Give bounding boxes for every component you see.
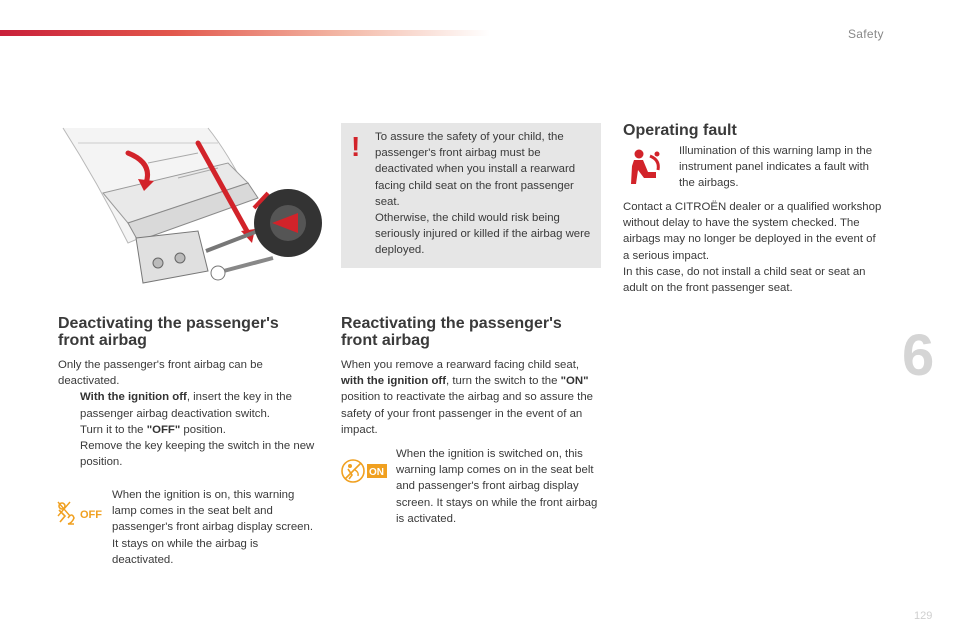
- chapter-number: 6: [902, 323, 935, 388]
- deactivating-steps: [58, 389, 318, 470]
- warning-text-2: Otherwise, the child would risk being seriously injured or killed if the airbag were deployed.: [375, 212, 591, 257]
- airbag-off-lamp-icon: [56, 500, 106, 526]
- deactivating-title: Deactivating the passenger's front airbag: [58, 315, 279, 349]
- fault-lamp-text: Illumination of this warning lamp in the instrument panel indicates a fault with the airbags.: [679, 145, 873, 190]
- reactivating-title: Reactivating the passenger's front airbag: [341, 315, 562, 349]
- on-lamp-label: ON: [369, 467, 384, 478]
- list-item: Remove the key keeping the switch in the new position.: [80, 440, 315, 469]
- section-title: Safety: [848, 27, 884, 41]
- list-item: With the ignition off, insert the key in the passenger airbag deactivation switch.: [80, 391, 292, 420]
- page-number: 129: [914, 610, 933, 622]
- operating-fault-p2: In this case, do not install a child seat or seat an adult on the front passenger seat.: [623, 265, 866, 295]
- header-color-bar: [0, 30, 490, 36]
- deactivating-intro: Only the passenger's front airbag can be deactivated.: [58, 359, 263, 388]
- glovebox-key-illustration: [58, 123, 328, 298]
- reactivating-section: [341, 315, 601, 438]
- operating-fault-section: [623, 122, 885, 139]
- airbag-on-lamp-icon: [340, 458, 390, 484]
- operating-fault-title: Operating fault: [623, 122, 737, 139]
- airbag-fault-lamp-icon: [628, 148, 664, 188]
- off-lamp-label: OFF: [80, 509, 102, 521]
- warning-mark-icon: !: [351, 131, 361, 162]
- warning-text: [375, 129, 595, 259]
- operating-fault-p1: Contact a CITROËN dealer or a qualified workshop without delay to have the system checked. The airbags may no longer be deployed in the event of a serious impact.: [623, 201, 882, 262]
- warning-box: [341, 123, 601, 268]
- reactivating-paragraph: When you remove a rearward facing child seat, with the ignition off, turn the switch to the "ON" position to reactivate the airbag and so assure the safety of your front passenger in the event of an impact.: [341, 359, 594, 436]
- operating-fault-body: [623, 199, 885, 296]
- warning-text-1: To assure the safety of your child, the passenger's front airbag must be deactivated when you install a rearward facing child seat on the front passenger seat.: [375, 131, 576, 208]
- deactivating-section: [58, 315, 318, 470]
- list-item: Turn it to the "OFF" position.: [80, 423, 226, 436]
- off-lamp-text: When the ignition is on, this warning lamp comes in the seat belt and passenger's front airbag display screen. It stays on while the airbag is deactivated.: [112, 489, 313, 566]
- on-lamp-text: When the ignition is switched on, this warning lamp comes on in the seat belt and passenger's front airbag display screen. It stays on while the front airbag is activated.: [396, 448, 598, 525]
